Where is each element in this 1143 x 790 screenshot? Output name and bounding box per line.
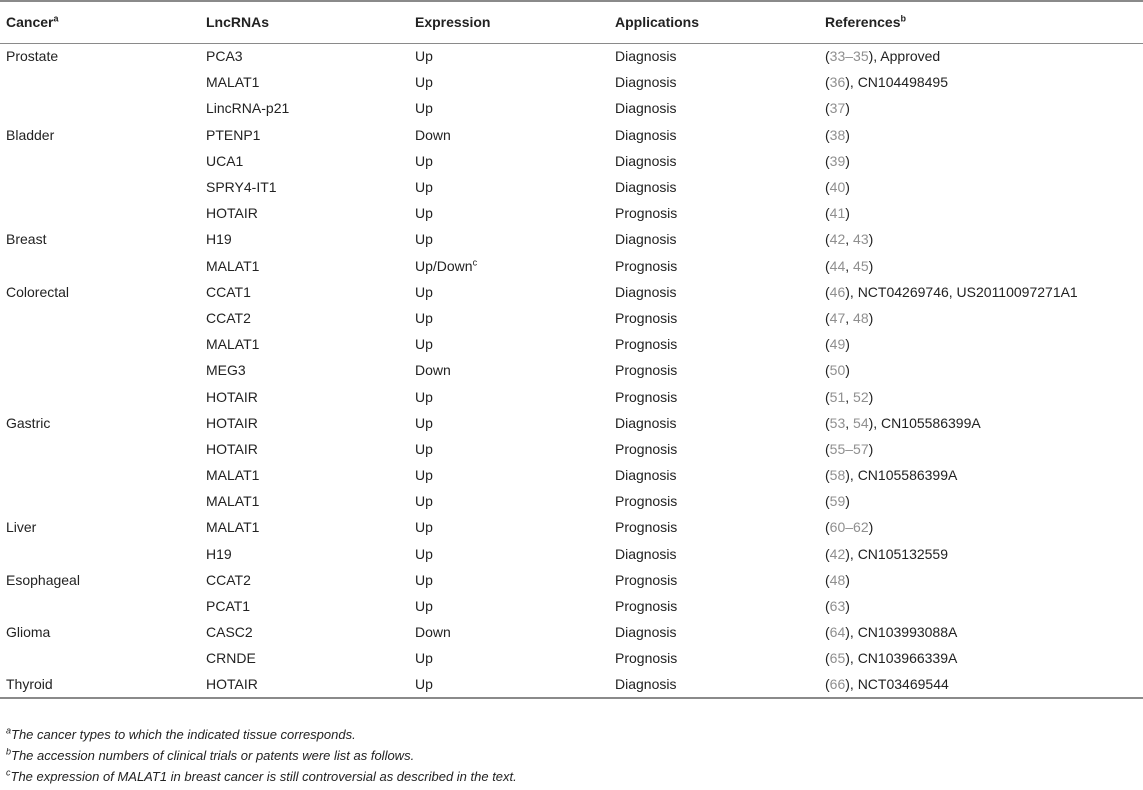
cell-expression [409, 541, 609, 567]
reference-link[interactable]: 48 [829, 571, 846, 588]
cell-references: (42, 43) [825, 231, 874, 248]
cell-cancer: Liver [6, 519, 37, 536]
cell-application: Prognosis [615, 257, 678, 274]
cell-references: (60–62) [825, 519, 874, 536]
reference-link[interactable]: 52 [853, 388, 869, 405]
cell-lncrna: SPRY4-IT1 [206, 179, 277, 196]
cell-cancer [0, 593, 200, 619]
reference-link[interactable]: 49 [829, 336, 846, 353]
cell-lncrna: CASC2 [206, 624, 253, 641]
cell-application: Diagnosis [615, 74, 677, 91]
cell-cancer: Colorectal [6, 283, 70, 300]
cell-references: (41) [825, 205, 850, 222]
header-expression: Expression [409, 1, 609, 43]
expression-value: Down [415, 362, 451, 379]
cell-application: Prognosis [615, 598, 678, 615]
cell-cancer [0, 488, 200, 514]
reference-link[interactable]: 50 [829, 362, 846, 379]
expression-value: Up [415, 414, 433, 431]
cell-lncrna: MALAT1 [206, 257, 260, 274]
cell-expression [409, 148, 609, 174]
cell-cancer [0, 174, 200, 200]
cell-application: Prognosis [615, 440, 678, 457]
cell-application: Diagnosis [615, 231, 677, 248]
cell-expression [409, 357, 609, 383]
table-row [0, 43, 1143, 69]
reference-link[interactable]: 44 [829, 257, 846, 274]
cell-expression [409, 122, 609, 148]
cell-expression [409, 567, 609, 593]
table-row [0, 174, 1143, 200]
cell-references: (49) [825, 336, 850, 353]
cell-cancer [0, 69, 200, 95]
cell-references: (50) [825, 362, 850, 379]
table-row [0, 514, 1143, 540]
reference-accession: , NCT03469544 [849, 676, 949, 693]
cell-application: Diagnosis [615, 100, 677, 117]
cell-expression [409, 514, 609, 540]
table-row [0, 253, 1143, 279]
reference-link[interactable]: 47 [829, 309, 846, 326]
header-applications: Applications [609, 1, 819, 43]
cell-lncrna: MALAT1 [206, 467, 260, 484]
expression-value: Up [415, 48, 433, 65]
cell-application: Diagnosis [615, 414, 677, 431]
expression-value: Up [415, 388, 433, 405]
cell-lncrna: PCA3 [206, 48, 243, 65]
cell-cancer [0, 95, 200, 121]
expression-value: Up [415, 493, 433, 510]
cell-expression [409, 279, 609, 305]
reference-link[interactable]: 58 [829, 467, 846, 484]
reference-link[interactable]: 42 [829, 231, 846, 248]
cell-application: Prognosis [615, 650, 678, 667]
cell-application: Diagnosis [615, 624, 677, 641]
reference-accession: , CN103966339A [849, 650, 958, 667]
cell-application: Diagnosis [615, 179, 677, 196]
reference-accession: , CN104498495 [849, 74, 948, 91]
table-row [0, 567, 1143, 593]
cell-expression [409, 488, 609, 514]
cell-expression [409, 95, 609, 121]
reference-link[interactable]: 51 [829, 388, 846, 405]
reference-accession: , CN105132559 [849, 545, 948, 562]
expression-value: Up [415, 676, 433, 693]
table-row [0, 331, 1143, 357]
cell-application: Diagnosis [615, 48, 677, 65]
cell-cancer [0, 462, 200, 488]
reference-link[interactable]: 66 [829, 676, 846, 693]
cell-references: (59) [825, 493, 850, 510]
cell-references: (44, 45) [825, 257, 874, 274]
cell-lncrna: MALAT1 [206, 519, 260, 536]
reference-accession: , Approved [873, 48, 941, 65]
cell-cancer [0, 253, 200, 279]
reference-link[interactable]: 43 [853, 231, 869, 248]
table-row [0, 462, 1143, 488]
expression-value: Up [415, 100, 433, 117]
cell-cancer: Breast [6, 231, 47, 248]
cell-cancer: Glioma [6, 624, 51, 641]
expression-value: Up [415, 283, 433, 300]
cell-references: (36), CN104498495 [825, 74, 948, 91]
cell-references: (55–57) [825, 440, 874, 457]
cell-application: Prognosis [615, 309, 678, 326]
table-header-row [0, 1, 1143, 43]
reference-link[interactable]: 63 [829, 598, 846, 615]
cell-references: (39) [825, 152, 850, 169]
table-row [0, 148, 1143, 174]
cell-lncrna: H19 [206, 545, 232, 562]
cell-lncrna: MALAT1 [206, 493, 260, 510]
reference-link[interactable]: 41 [829, 205, 846, 222]
cell-cancer [0, 357, 200, 383]
reference-link[interactable]: 55–57 [829, 440, 869, 457]
expression-value: Up [415, 571, 433, 588]
table-row [0, 357, 1143, 383]
table-row [0, 226, 1143, 252]
expression-value: Up [415, 440, 433, 457]
cell-lncrna: HOTAIR [206, 414, 258, 431]
cell-expression [409, 593, 609, 619]
table-row [0, 619, 1143, 645]
expression-value: Down [415, 126, 451, 143]
cell-expression [409, 645, 609, 671]
cell-expression [409, 619, 609, 645]
cell-application: Diagnosis [615, 152, 677, 169]
reference-accession: , CN105586399A [873, 414, 981, 431]
reference-link[interactable]: 37 [829, 100, 846, 117]
cell-expression [409, 305, 609, 331]
cell-expression [409, 174, 609, 200]
cell-application: Prognosis [615, 336, 678, 353]
cell-cancer: Prostate [6, 48, 59, 65]
cell-expression [409, 331, 609, 357]
cell-expression [409, 383, 609, 409]
cell-cancer: Esophageal [6, 571, 80, 588]
reference-link[interactable]: 60–62 [829, 519, 869, 536]
cell-application: Prognosis [615, 519, 678, 536]
expression-value: Up [415, 179, 433, 196]
cell-lncrna: PCAT1 [206, 598, 251, 615]
table-row [0, 95, 1143, 121]
table-row [0, 279, 1143, 305]
cell-lncrna: PTENP1 [206, 126, 261, 143]
cell-expression [409, 43, 609, 69]
cell-cancer [0, 645, 200, 671]
expression-value: Up [415, 231, 433, 248]
table-row [0, 122, 1143, 148]
cell-cancer [0, 200, 200, 226]
cell-references: (64), CN103993088A [825, 624, 958, 641]
cell-cancer: Bladder [6, 126, 55, 143]
cell-lncrna: LincRNA-p21 [206, 100, 290, 117]
header-references: References$^b$ [819, 1, 1143, 43]
cell-references: (33–35), Approved [825, 48, 941, 65]
table-row [0, 69, 1143, 95]
reference-link[interactable]: 59 [829, 493, 846, 510]
reference-link[interactable]: 36 [829, 74, 846, 91]
footnote-mark: c [472, 256, 478, 267]
table-row [0, 488, 1143, 514]
reference-link[interactable]: 38 [829, 126, 846, 143]
cell-cancer [0, 305, 200, 331]
cell-cancer [0, 148, 200, 174]
table-row [0, 410, 1143, 436]
cell-application: Diagnosis [615, 467, 677, 484]
cell-expression [409, 462, 609, 488]
cell-references: (53, 54), CN105586399A [825, 414, 981, 431]
reference-link[interactable]: 42 [829, 545, 846, 562]
cell-application: Prognosis [615, 362, 678, 379]
cell-lncrna: HOTAIR [206, 440, 258, 457]
table-row [0, 541, 1143, 567]
cell-application: Diagnosis [615, 283, 677, 300]
expression-value: Up [415, 598, 433, 615]
reference-link[interactable]: 48 [853, 309, 869, 326]
table-row [0, 593, 1143, 619]
cell-lncrna: CCAT2 [206, 571, 251, 588]
cell-expression [409, 436, 609, 462]
cell-lncrna: CRNDE [206, 650, 256, 667]
expression-value: Up [415, 152, 433, 169]
cell-lncrna: HOTAIR [206, 205, 258, 222]
expression-value: Up [415, 467, 433, 484]
cell-application: Diagnosis [609, 672, 819, 698]
cell-references: (40) [825, 179, 850, 196]
table-row [0, 436, 1143, 462]
cell-lncrna: MEG3 [206, 362, 246, 379]
cell-references: (65), CN103966339A [825, 650, 958, 667]
header-lncrnas: LncRNAs [200, 1, 409, 43]
expression-value: Up [415, 205, 433, 222]
expression-value: Up [415, 650, 433, 667]
cell-cancer [0, 436, 200, 462]
cell-references: (42), CN105132559 [825, 545, 948, 562]
cell-references: (48) [825, 571, 850, 588]
expression-value: Down [415, 624, 451, 641]
cell-references: (58), CN105586399A [825, 467, 958, 484]
footnote: $^a$The cancer types to which the indicated tissue corresponds. [6, 725, 356, 742]
cell-lncrna: HOTAIR [200, 672, 409, 698]
footnote: $^b$The accession numbers of clinical trials or patents were list as follows. [6, 746, 415, 763]
table-row [0, 672, 1143, 698]
cell-application: Diagnosis [615, 126, 677, 143]
cell-expression [409, 253, 609, 279]
expression-value: Up/Down [415, 257, 473, 274]
cell-lncrna: CCAT2 [206, 309, 251, 326]
reference-link[interactable]: 45 [853, 257, 869, 274]
reference-accession: , NCT04269746, US20110097271A1 [849, 283, 1078, 300]
expression-value: Up [415, 74, 433, 91]
cell-references: (38) [825, 126, 850, 143]
cell-cancer [0, 383, 200, 409]
cell-application: Prognosis [615, 571, 678, 588]
cell-references: (37) [825, 100, 850, 117]
table-body [0, 43, 1143, 698]
reference-link[interactable]: 54 [853, 414, 869, 431]
cell-lncrna: HOTAIR [206, 388, 258, 405]
cell-references: (51, 52) [825, 388, 874, 405]
table-row [0, 383, 1143, 409]
expression-value: Up [415, 336, 433, 353]
cell-lncrna: UCA1 [206, 152, 244, 169]
cell-lncrna: H19 [206, 231, 232, 248]
cell-cancer: Gastric [6, 414, 51, 431]
reference-link[interactable]: 65 [829, 650, 846, 667]
reference-link[interactable]: 46 [829, 283, 846, 300]
table-row [0, 305, 1143, 331]
cell-expression [409, 672, 609, 698]
reference-link[interactable]: 53 [829, 414, 846, 431]
reference-link[interactable]: 40 [829, 179, 846, 196]
cell-references: (46), NCT04269746, US20110097271A1 [825, 283, 1078, 300]
expression-value: Up [415, 519, 433, 536]
cell-cancer: Thyroid [0, 672, 200, 698]
cell-references: (63) [825, 598, 850, 615]
cell-application: Prognosis [615, 205, 678, 222]
reference-link[interactable]: 64 [829, 624, 846, 641]
cell-cancer [0, 331, 200, 357]
cell-lncrna: MALAT1 [206, 336, 260, 353]
cell-expression [409, 410, 609, 436]
expression-value: Up [415, 309, 433, 326]
header-cancer: Cancer$^a$ [0, 1, 200, 43]
cell-references: (66), NCT03469544 [819, 672, 1143, 698]
cell-application: Diagnosis [615, 545, 677, 562]
table-row [0, 645, 1143, 671]
cell-references: (47, 48) [825, 309, 874, 326]
reference-accession: , CN103993088A [849, 624, 958, 641]
footnote: $^c$The expression of MALAT1 in breast cancer is still controversial as described in the text. [6, 767, 517, 784]
reference-link[interactable]: 39 [829, 152, 846, 169]
table-footnotes [6, 724, 517, 787]
cell-expression [409, 226, 609, 252]
cell-application: Prognosis [615, 388, 678, 405]
cell-expression [409, 69, 609, 95]
cell-lncrna: MALAT1 [206, 74, 260, 91]
cell-lncrna: CCAT1 [206, 283, 251, 300]
expression-value: Up [415, 545, 433, 562]
cell-cancer [0, 541, 200, 567]
reference-link[interactable]: 33–35 [829, 48, 869, 65]
table-row [0, 200, 1143, 226]
reference-accession: , CN105586399A [849, 467, 958, 484]
cell-expression [409, 200, 609, 226]
cell-application: Prognosis [615, 493, 678, 510]
